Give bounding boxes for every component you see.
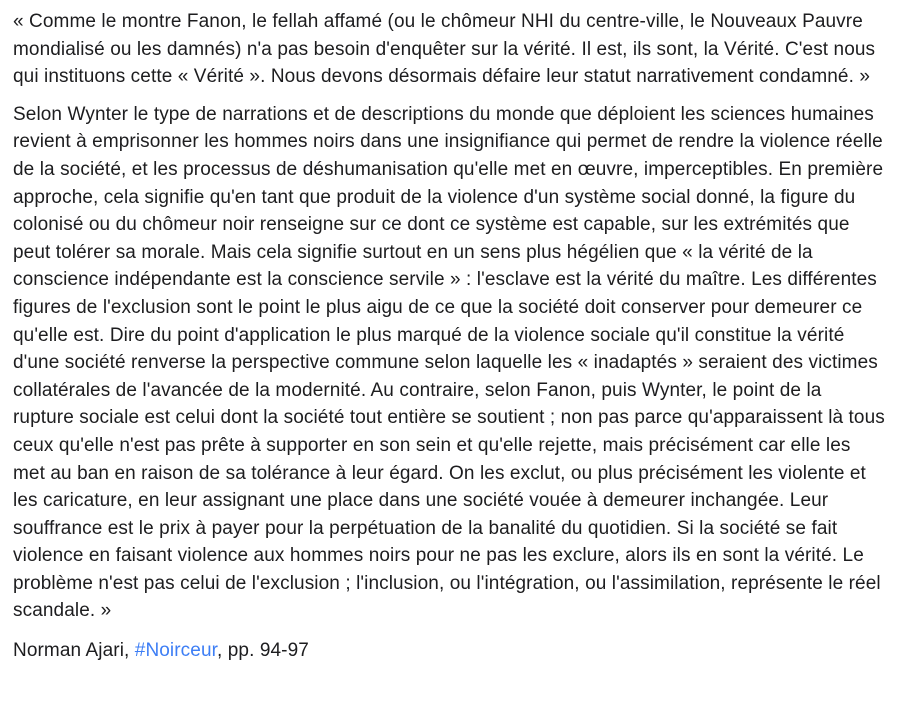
commentary-paragraph: Selon Wynter le type de narrations et de descriptions du monde que déploient les sciences humaines revient à emprisonner les hommes noirs dans une insignifiance qui permet de rendre la violence réelle de la société, et les processus de déshumanisation qu'elle met en œuvre, imperceptibles. En première approche, cela signifie qu'en tant que produit de la violence d'un système social donné, la figure du colonisé ou du chômeur noir renseigne sur ce dont ce système est capable, sur les extrémités que peut tolérer sa morale. Mais cela signifie surtout en un sens plus hégélien que « la vérité de la conscience indépendante est la conscience servile » : l'esclave est la vérité du maître. Les différentes figures de l'exclusion sont le point le plus aigu de ce que la société doit conserver pour demeurer ce qu'elle est. Dire du point d'application le plus marqué de la violence sociale qu'il constitue la vérité d'une société renverse la perspective commune selon laquelle les « inadaptés » seraient des victimes collatérales de l'avancée de la modernité. Au contraire, selon Fanon, puis Wynter, le point de la rupture sociale est celui dont la société tout entière se soutient ; non pas parce qu'apparaissent là tous ceux qu'elle n'est pas prête à supporter en son sein et qu'elle rejette, mais précisément car elle les met au ban en raison de sa tolérance à leur égard. On les exclut, ou plus précisément les violente et les caricature, en leur assignant une place dans une société vouée à demeurer inchangée. Leur souffrance est le prix à payer pour la perpétuation de la banalité du quotidien. Si la société se fait violence en faisant violence aux hommes noirs pour ne pas les exclure, alors ils en sont la vérité. Le problème n'est pas celui de l'exclusion ; l'inclusion, ou l'intégration, ou l'assimilation, représente le réel scandale. » xyxy=(13,103,885,622)
quote-paragraph: « Comme le montre Fanon, le fellah affamé (ou le chômeur NHI du centre-ville, le Nouveaux Pauvre mondialisé ou les damnés) n'a pas besoin d'enquêter sur la vérité. Il est, ils sont, la Vérité. C'est nous qui instituons cette « Vérité ». Nous devons désormais défaire leur statut narrativement condamné. » xyxy=(13,11,876,88)
citation-line xyxy=(13,637,886,665)
citation-author: Norman Ajari, xyxy=(13,640,135,662)
citation-pages: , pp. 94-97 xyxy=(217,640,309,662)
noirceur-tag-link[interactable]: #Noirceur xyxy=(134,640,217,662)
